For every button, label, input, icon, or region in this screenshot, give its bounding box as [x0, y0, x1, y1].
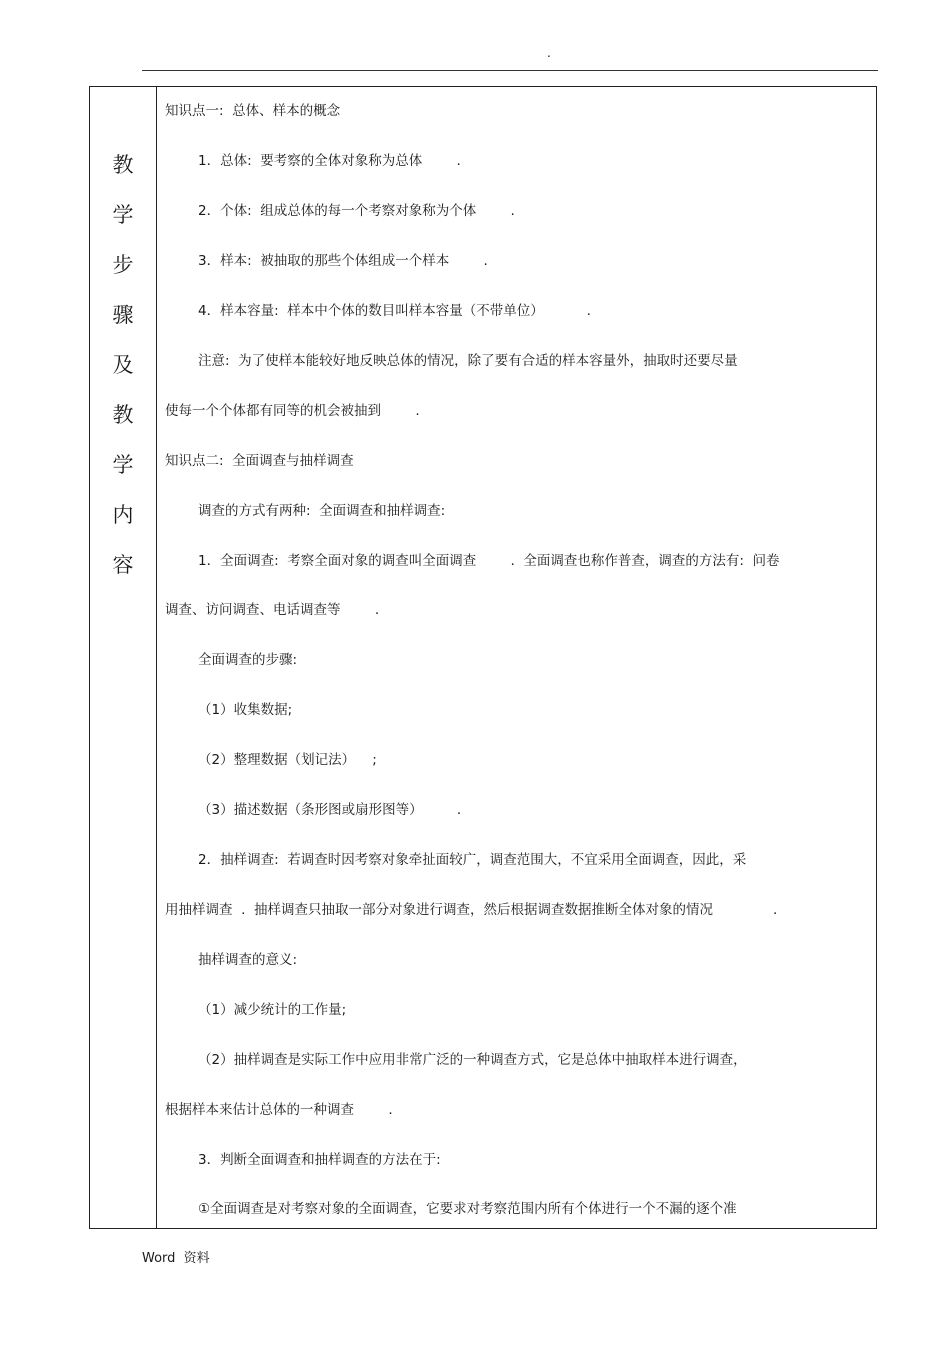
note-line: 使每一个个体都有同等的机会被抽到 .	[165, 403, 420, 419]
definition-line: 3．样本: 被抽取的那些个体组成一个样本 .	[198, 253, 488, 269]
section-heading-1: 知识点一: 总体、样本的概念	[165, 103, 341, 119]
list-item: （2）抽样调查是实际工作中应用非常广泛的一种调查方式，它是总体中抽取样本进行调查，	[198, 1052, 747, 1068]
column-divider	[156, 86, 157, 1229]
paragraph-line: 3．判断全面调查和抽样调查的方法在于:	[198, 1152, 441, 1168]
paragraph-line: 2．抽样调查: 若调查时因考察对象牵扯面较广，调查范围大，不宜采用全面调查，因此，采	[198, 852, 747, 868]
paragraph-line: 1．全面调查: 考察全面对象的调查叫全面调查 . 全面调查也称作普查，调查的方法有: 问卷	[198, 553, 780, 569]
side-label-char: 教	[112, 153, 134, 177]
paragraph-line: 用抽样调查 . 抽样调查只抽取一部分对象进行调查，然后根据调查数据推断全体对象的情况 .	[165, 902, 778, 918]
definition-line: 2．个体: 组成总体的每一个考察对象称为个体 .	[198, 203, 515, 219]
side-label-char: 容	[112, 553, 134, 577]
paragraph-line: 调查、访问调查、电话调查等 .	[165, 602, 380, 618]
paragraph-line: 根据样本来估计总体的一种调查 .	[165, 1102, 393, 1118]
side-label-char: 教	[112, 403, 134, 427]
definition-line: 1．总体: 要考察的全体对象称为总体 .	[198, 153, 461, 169]
section-heading-2: 知识点二: 全面调查与抽样调查	[165, 453, 354, 469]
list-item: （2）整理数据（划记法） ;	[198, 752, 377, 768]
list-item: （1）减少统计的工作量;	[198, 1002, 347, 1018]
list-item: （1）收集数据;	[198, 702, 293, 718]
side-label-char: 及	[112, 353, 134, 377]
side-label-char: 内	[112, 503, 134, 527]
paragraph-line: ①全面调查是对考察对象的全面调查，它要求对考察范围内所有个体进行一个不漏的逐个准	[198, 1201, 737, 1217]
paragraph-line: 调查的方式有两种: 全面调查和抽样调查:	[198, 503, 446, 519]
header-rule	[142, 70, 878, 71]
paragraph-line: 全面调查的步骤:	[198, 652, 298, 668]
side-label-char: 步	[112, 253, 134, 277]
footer-label: Word 资料	[142, 1251, 210, 1266]
paragraph-line: 抽样调查的意义:	[198, 952, 298, 968]
side-label-char: 骤	[112, 303, 134, 327]
side-label	[90, 140, 156, 590]
header-mark: .	[547, 46, 551, 60]
note-line: 注意: 为了使样本能较好地反映总体的情况，除了要有合适的样本容量外，抽取时还要尽量	[198, 353, 738, 369]
side-label-char: 学	[112, 453, 134, 477]
side-label-char: 学	[112, 203, 134, 227]
list-item: （3）描述数据（条形图或扇形图等） .	[198, 802, 462, 818]
definition-line: 4．样本容量: 样本中个体的数目叫样本容量（不带单位） .	[198, 303, 591, 319]
